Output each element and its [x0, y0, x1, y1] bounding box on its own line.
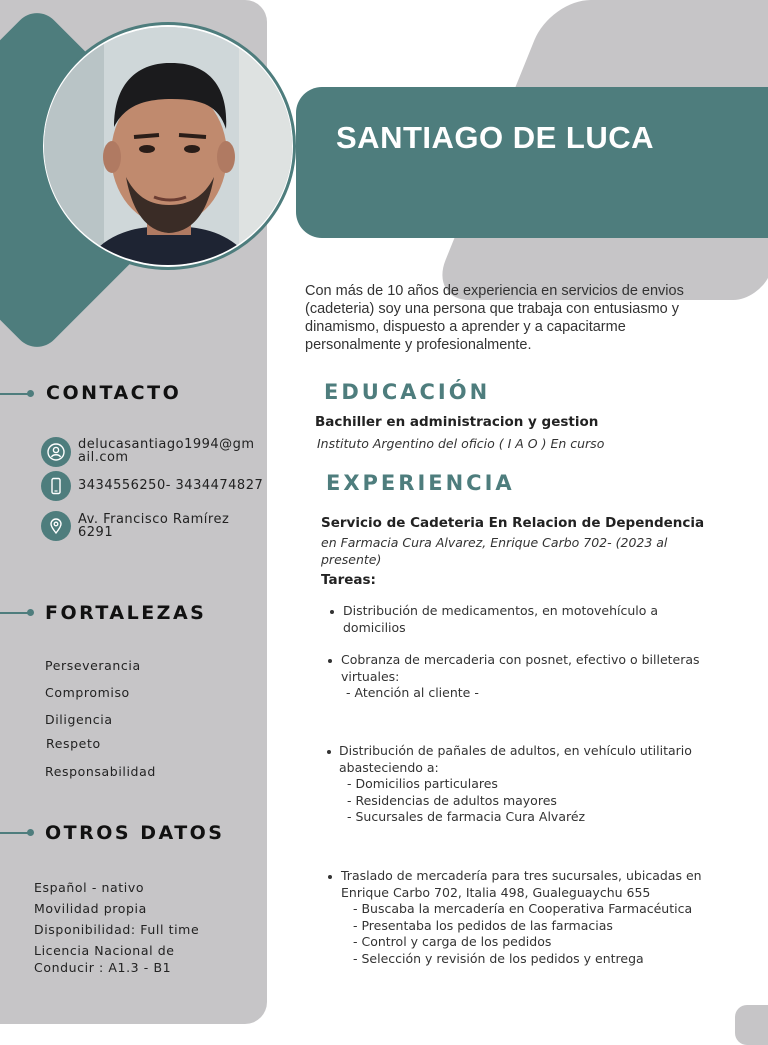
section-line: [0, 393, 28, 395]
other-data-item: Movilidad propia: [34, 901, 147, 916]
job-place-line: en Farmacia Cura Alvarez, Enrique Carbo 702- (2023 al: [321, 535, 668, 550]
bullet-dot: [328, 875, 332, 879]
task-line: Enrique Carbo 702, Italia 498, Gualeguaychu 655: [341, 884, 651, 900]
section-line: [0, 832, 28, 834]
location-pin-icon: [41, 511, 71, 541]
experience-heading: EXPERIENCIA: [326, 471, 515, 495]
contact-address: [78, 513, 229, 539]
task-line: Distribución de pañales de adultos, en vehículo utilitario: [339, 743, 692, 758]
section-line: [0, 612, 28, 614]
contact-email-line: ail.com: [78, 450, 129, 465]
corner-decoration: [735, 1005, 768, 1045]
other-data-item: Español - nativo: [34, 880, 145, 895]
strength-item: Perseverancia: [45, 658, 141, 673]
other-data-item: Disponibilidad: Full time: [34, 922, 200, 937]
other-data-heading: OTROS DATOS: [45, 822, 225, 844]
task-line: - Domicilios particulares: [347, 776, 498, 791]
other-data-item: Licencia Nacional de: [34, 943, 175, 958]
task-line: - Selección y revisión de los pedidos y entrega: [353, 950, 644, 966]
profile-summary: Con más de 10 años de experiencia en servicios de envios (cadeteria) soy una persona que trabaja con entusiasmo y dinamismo, dispuesto a aprender y a capacitarme personalmente y profesionalmente.: [305, 283, 684, 353]
task-line: - Control y carga de los pedidos: [353, 934, 552, 949]
task-line: - Atención al cliente -: [346, 685, 479, 700]
task-line: Cobranza de mercaderia con posnet, efectivo o billeteras: [341, 652, 700, 667]
education-heading: EDUCACIÓN: [324, 380, 491, 404]
job-place-line: presente): [321, 552, 382, 567]
strength-item: Diligencia: [45, 712, 113, 727]
degree-title: Bachiller en administracion y gestion: [315, 414, 599, 430]
tasks-label: Tareas:: [321, 572, 376, 588]
profile-photo: [44, 27, 292, 265]
task-line: - Residencias de adultos mayores: [347, 792, 557, 808]
strengths-heading: FORTALEZAS: [45, 602, 207, 624]
job-title: Servicio de Cadeteria En Relacion de Dependencia: [321, 515, 705, 531]
task-line: - Sucursales de farmacia Cura Alvaréz: [347, 809, 586, 824]
task-line: abasteciendo a:: [339, 759, 439, 775]
section-dot: [27, 390, 34, 397]
contact-heading: CONTACTO: [46, 382, 182, 404]
other-data-item: Conducir : A1.3 - B1: [34, 960, 172, 975]
bullet-dot: [327, 750, 331, 754]
contact-phone: 3434556250- 3434474827: [78, 478, 264, 493]
task-item: [339, 743, 692, 826]
bullet-dot: [328, 659, 332, 663]
bullet-dot: [330, 610, 334, 614]
task-item: [343, 603, 658, 636]
portrait-illustration: [44, 27, 292, 265]
task-item: [341, 868, 702, 967]
task-line: - Presentaba los pedidos de las farmacias: [353, 917, 613, 933]
task-line: Distribución de medicamentos, en motovehículo a: [343, 603, 659, 618]
task-line: - Buscaba la mercadería en Cooperativa Farmacéutica: [353, 901, 693, 916]
section-dot: [27, 609, 34, 616]
contact-address-line: 6291: [78, 525, 114, 540]
task-item: [341, 652, 700, 702]
contact-email: [78, 438, 255, 464]
contact-email-line: delucasantiago1994@gm: [78, 437, 255, 452]
task-line: virtuales:: [341, 668, 400, 684]
user-icon: [41, 437, 71, 467]
strength-item: Compromiso: [45, 685, 130, 700]
person-name: SANTIAGO DE LUCA: [336, 120, 654, 155]
job-place: [321, 534, 667, 568]
contact-address-line: Av. Francisco Ramírez: [78, 512, 230, 527]
name-banner: [296, 87, 768, 238]
task-line: domicilios: [343, 619, 406, 635]
phone-icon: [41, 471, 71, 501]
strength-item: Responsabilidad: [45, 764, 156, 779]
strength-item: Respeto: [46, 736, 101, 751]
institution: Instituto Argentino del oficio ( I A O ) En curso: [317, 436, 605, 451]
section-dot: [27, 829, 34, 836]
task-line: Traslado de mercadería para tres sucursales, ubicadas en: [341, 868, 702, 883]
